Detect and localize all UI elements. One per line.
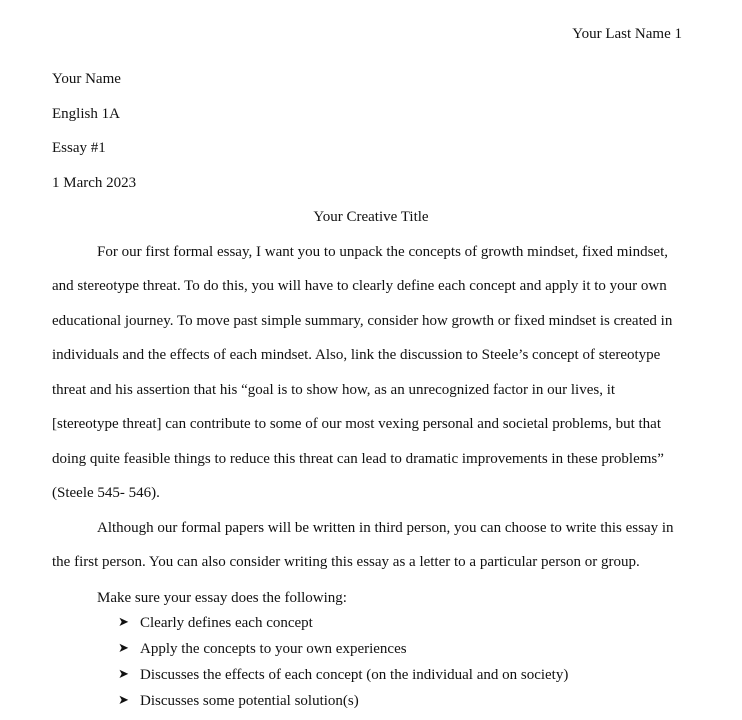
arrowhead-bullet-icon: ➤: [118, 693, 129, 708]
arrowhead-bullet-icon: ➤: [118, 615, 129, 630]
paragraph-2-line-2: the first person. You can also consider writing this essay as a letter to a particular person or group.: [52, 554, 640, 570]
list-item-text: Apply the concepts to your own experiences: [140, 641, 407, 657]
list-item: [118, 640, 568, 666]
paragraph-1-line-6: [stereotype threat] can contribute to some of our most vexing personal and societal problems, but that: [52, 416, 661, 432]
arrowhead-bullet-icon: ➤: [118, 667, 129, 682]
paragraph-1-line-2: and stereotype threat. To do this, you will have to clearly define each concept and apply it to your own: [52, 278, 667, 294]
list-item: [118, 614, 568, 640]
list-item: [118, 692, 568, 718]
list-item-text: Discusses some potential solution(s): [140, 693, 359, 709]
list-item-text: Discusses the effects of each concept (on the individual and on society): [140, 667, 569, 683]
paragraph-1-line-7: doing quite feasible things to reduce this threat can lead to dramatic improvements in these problems”: [52, 451, 664, 467]
list-item-text: Clearly defines each concept: [140, 615, 313, 631]
mla-heading: [52, 70, 136, 208]
arrowhead-bullet-icon: ➤: [118, 641, 129, 656]
running-head: Your Last Name 1: [572, 26, 682, 42]
list-item: [118, 666, 568, 692]
paragraph-1-line-4: individuals and the effects of each mindset. Also, link the discussion to Steele’s concept of stereotype: [52, 347, 661, 363]
requirements-list: [118, 614, 568, 718]
date-line: 1 March 2023: [52, 174, 137, 191]
paragraph-1-line-5: threat and his assertion that his “goal is to show how, as an unrecognized factor in our lives, it: [52, 382, 616, 398]
paragraph-2-line-1: Although our formal papers will be written in third person, you can choose to write this essay in: [97, 520, 674, 536]
student-name: Your Name: [52, 71, 121, 87]
paragraph-1-line-8: (Steele 545- 546).: [52, 485, 160, 501]
paragraph-1-line-3: educational journey. To move past simple summary, consider how growth or fixed mindset is created in: [52, 313, 673, 329]
list-intro: Make sure your essay does the following:: [97, 590, 347, 606]
assignment-name: Essay #1: [52, 140, 106, 156]
paragraph-1-line-1: For our first formal essay, I want you to unpack the concepts of growth mindset, fixed mindset,: [97, 244, 668, 260]
essay-title: Your Creative Title: [313, 209, 429, 225]
course-name: English 1A: [52, 105, 120, 122]
